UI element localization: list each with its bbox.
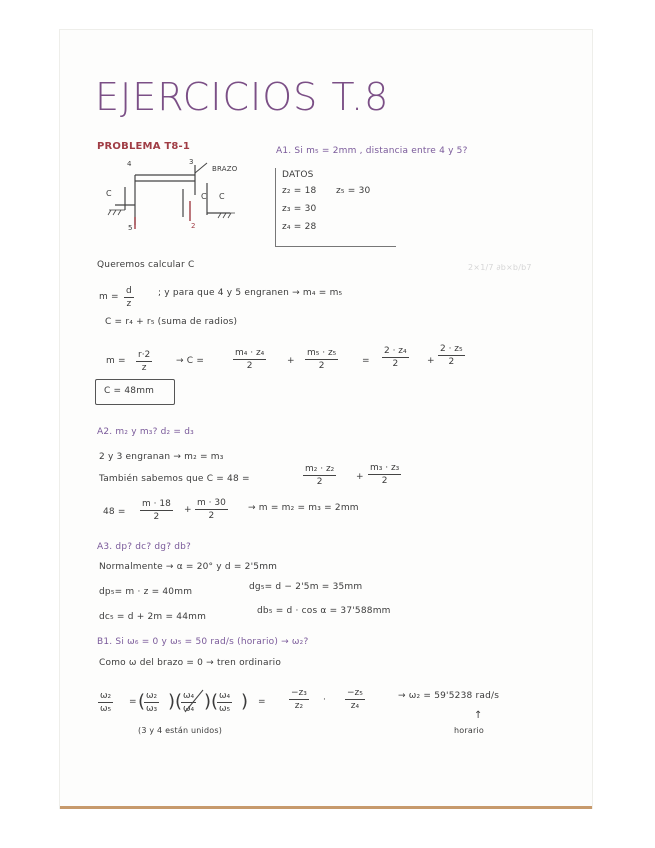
l4-frac-3 (305, 347, 338, 372)
faint-bleed-through: 2×1/7 ∂b×b/b7 (468, 263, 532, 272)
b1-note: (3 y 4 están unidos) (138, 726, 223, 735)
m-frac-den: z (126, 299, 132, 309)
l4-eq: = (362, 356, 370, 366)
b1-ratio-2-num: −z₅ (347, 688, 363, 698)
a2-l3-rhs: → m = m₂ = m₃ = 2mm (248, 503, 359, 513)
cancel-strike (183, 688, 205, 714)
l4-frac-3-num: m₅ · z₅ (307, 348, 337, 358)
b1-factor-3-den: ω₅ (219, 704, 231, 714)
l4-frac-4-num: 2 · z₄ (384, 346, 407, 356)
a2-l3-frac-1-num: m · 18 (142, 499, 171, 509)
a3-dp: dp₅= m · z = 40mm (99, 587, 193, 597)
b1-paren-open-3: ( (211, 691, 219, 712)
a2-l3-frac-2 (195, 497, 228, 522)
datos-z2: z₂ = 18 (282, 186, 317, 196)
l4-frac-1-num: r·2 (138, 350, 151, 360)
diagram-label-3: 3 (189, 158, 194, 166)
a2-l3-plus: + (184, 505, 192, 515)
b1-factor-3-num: ω₄ (219, 691, 231, 701)
line-suma-radios: C = r₄ + r₅ (suma de radios) (105, 317, 238, 327)
diagram-label-c-left: C (106, 189, 112, 198)
problem-label: PROBLEMA T8-1 (97, 141, 191, 152)
a2-l2-frac-2 (368, 462, 401, 487)
a2-line-2-lhs: También sabemos que C = 48 = (99, 474, 250, 484)
datos-z4: z₄ = 28 (282, 222, 317, 232)
b1-factor-1 (144, 690, 159, 715)
b1-dot: · (323, 695, 327, 705)
l4-frac-5 (438, 343, 465, 368)
line-engranen: ; y para que 4 y 5 engranen → m₄ = m₅ (158, 288, 343, 298)
datos-z3: z₃ = 30 (282, 204, 317, 214)
a2-l2-frac-1-num: m₂ · z₂ (305, 464, 335, 474)
b1-eq-1: = (129, 697, 137, 707)
b1-ratio-2-den: z₄ (350, 701, 360, 711)
b1-horario: horario (454, 726, 484, 735)
b1-ratio-1-num: −z₃ (291, 688, 307, 698)
l4-frac-5-num: 2 · z₅ (440, 344, 463, 354)
up-arrow-icon: ↑ (474, 710, 483, 721)
result-c: C = 48mm (104, 386, 155, 396)
question-a1: A1. Si m₅ = 2mm , distancia entre 4 y 5? (276, 146, 468, 156)
b1-line-1: Como ω del brazo = 0 → tren ordinario (99, 658, 282, 668)
l4-frac-5-den: 2 (448, 357, 455, 367)
page-bottom-edge (60, 806, 592, 809)
l4-frac-3-den: 2 (318, 361, 325, 371)
a3-dc: dc₅ = d + 2m = 44mm (99, 612, 207, 622)
diagram-label-5: 5 (128, 224, 133, 232)
l4-frac-1 (136, 349, 152, 374)
b1-ratio-1-den: z₂ (294, 701, 304, 711)
question-a3: A3. dp? dc? dg? db? (97, 542, 192, 552)
a2-l3-frac-2-num: m · 30 (197, 498, 226, 508)
diagram-label-c-right: C (219, 192, 225, 201)
b1-ratio-1 (289, 687, 309, 712)
page-title: EJERCICIOS T.8 (95, 75, 390, 119)
b1-paren-close-3: ) (241, 691, 249, 712)
a3-dg: dg₅= d − 2'5m = 35mm (249, 582, 363, 592)
diagram-label-c-mid: C (201, 192, 207, 201)
b1-result: → ω₂ = 59'5238 rad/s (398, 691, 500, 701)
question-a2: A2. m₂ y m₃? d₂ = d₃ (97, 427, 194, 437)
a2-line-3-lhs: 48 = (103, 507, 126, 517)
diagram-label-2: 2 (191, 222, 196, 230)
a2-line-1: 2 y 3 engranan → m₂ = m₃ (99, 452, 224, 462)
l4-frac-4 (382, 345, 409, 370)
b1-paren-close-1: ) (168, 691, 176, 712)
a3-line-1: Normalmente → α = 20° y d = 2'5mm (99, 562, 278, 572)
b1-lhs-den: ω₅ (100, 704, 112, 714)
l4-frac-1-den: z (141, 363, 147, 373)
a2-l2-plus: + (356, 472, 364, 482)
question-b1: B1. Si ω₆ = 0 y ω₅ = 50 rad/s (horario) → ω₂? (97, 637, 309, 647)
a2-l2-frac-2-num: m₃ · z₃ (370, 463, 400, 473)
m-lhs: m = (99, 292, 119, 302)
a2-l2-frac-1 (303, 463, 336, 488)
a3-db: db₅ = d · cos α = 37'588mm (257, 606, 391, 616)
l4-frac-2 (233, 347, 266, 372)
b1-factor-2-num: ω₄ (183, 691, 195, 701)
a2-l2-frac-1-den: 2 (316, 477, 323, 487)
l4-plus-1: + (287, 356, 295, 366)
b1-paren-open-2: ( (175, 691, 183, 712)
line-queremos: Queremos calcular C (97, 260, 195, 270)
l4-frac-2-den: 2 (246, 361, 253, 371)
b1-factor-3 (217, 690, 232, 715)
b1-lhs-fraction (98, 690, 113, 715)
b1-paren-close-2: ) (204, 691, 212, 712)
b1-factor-1-num: ω₂ (146, 691, 158, 701)
a2-l2-frac-2-den: 2 (381, 476, 388, 486)
a2-l3-frac-1 (140, 498, 173, 523)
m-frac-num: d (126, 286, 132, 296)
b1-ratio-2 (345, 687, 365, 712)
l4-plus-2: + (427, 356, 435, 366)
m-fraction (124, 285, 134, 310)
a2-l3-frac-1-den: 2 (153, 512, 160, 522)
l4-arrow: → C = (176, 356, 205, 366)
b1-paren-open-1: ( (138, 691, 146, 712)
l4-lhs: m = (106, 356, 126, 366)
b1-factor-1-den: ω₃ (146, 704, 158, 714)
datos-heading: DATOS (282, 170, 314, 180)
l4-frac-4-den: 2 (392, 359, 399, 369)
diagram-label-brazo: BRAZO (212, 165, 238, 173)
datos-z5: z₅ = 30 (336, 186, 371, 196)
b1-lhs-num: ω₂ (100, 691, 112, 701)
diagram-label-4: 4 (127, 160, 132, 168)
a2-l3-frac-2-den: 2 (208, 511, 215, 521)
l4-frac-2-num: m₄ · z₄ (235, 348, 265, 358)
b1-factor-2-den: ω₄ (183, 704, 195, 714)
b1-eq-2: = (258, 697, 266, 707)
